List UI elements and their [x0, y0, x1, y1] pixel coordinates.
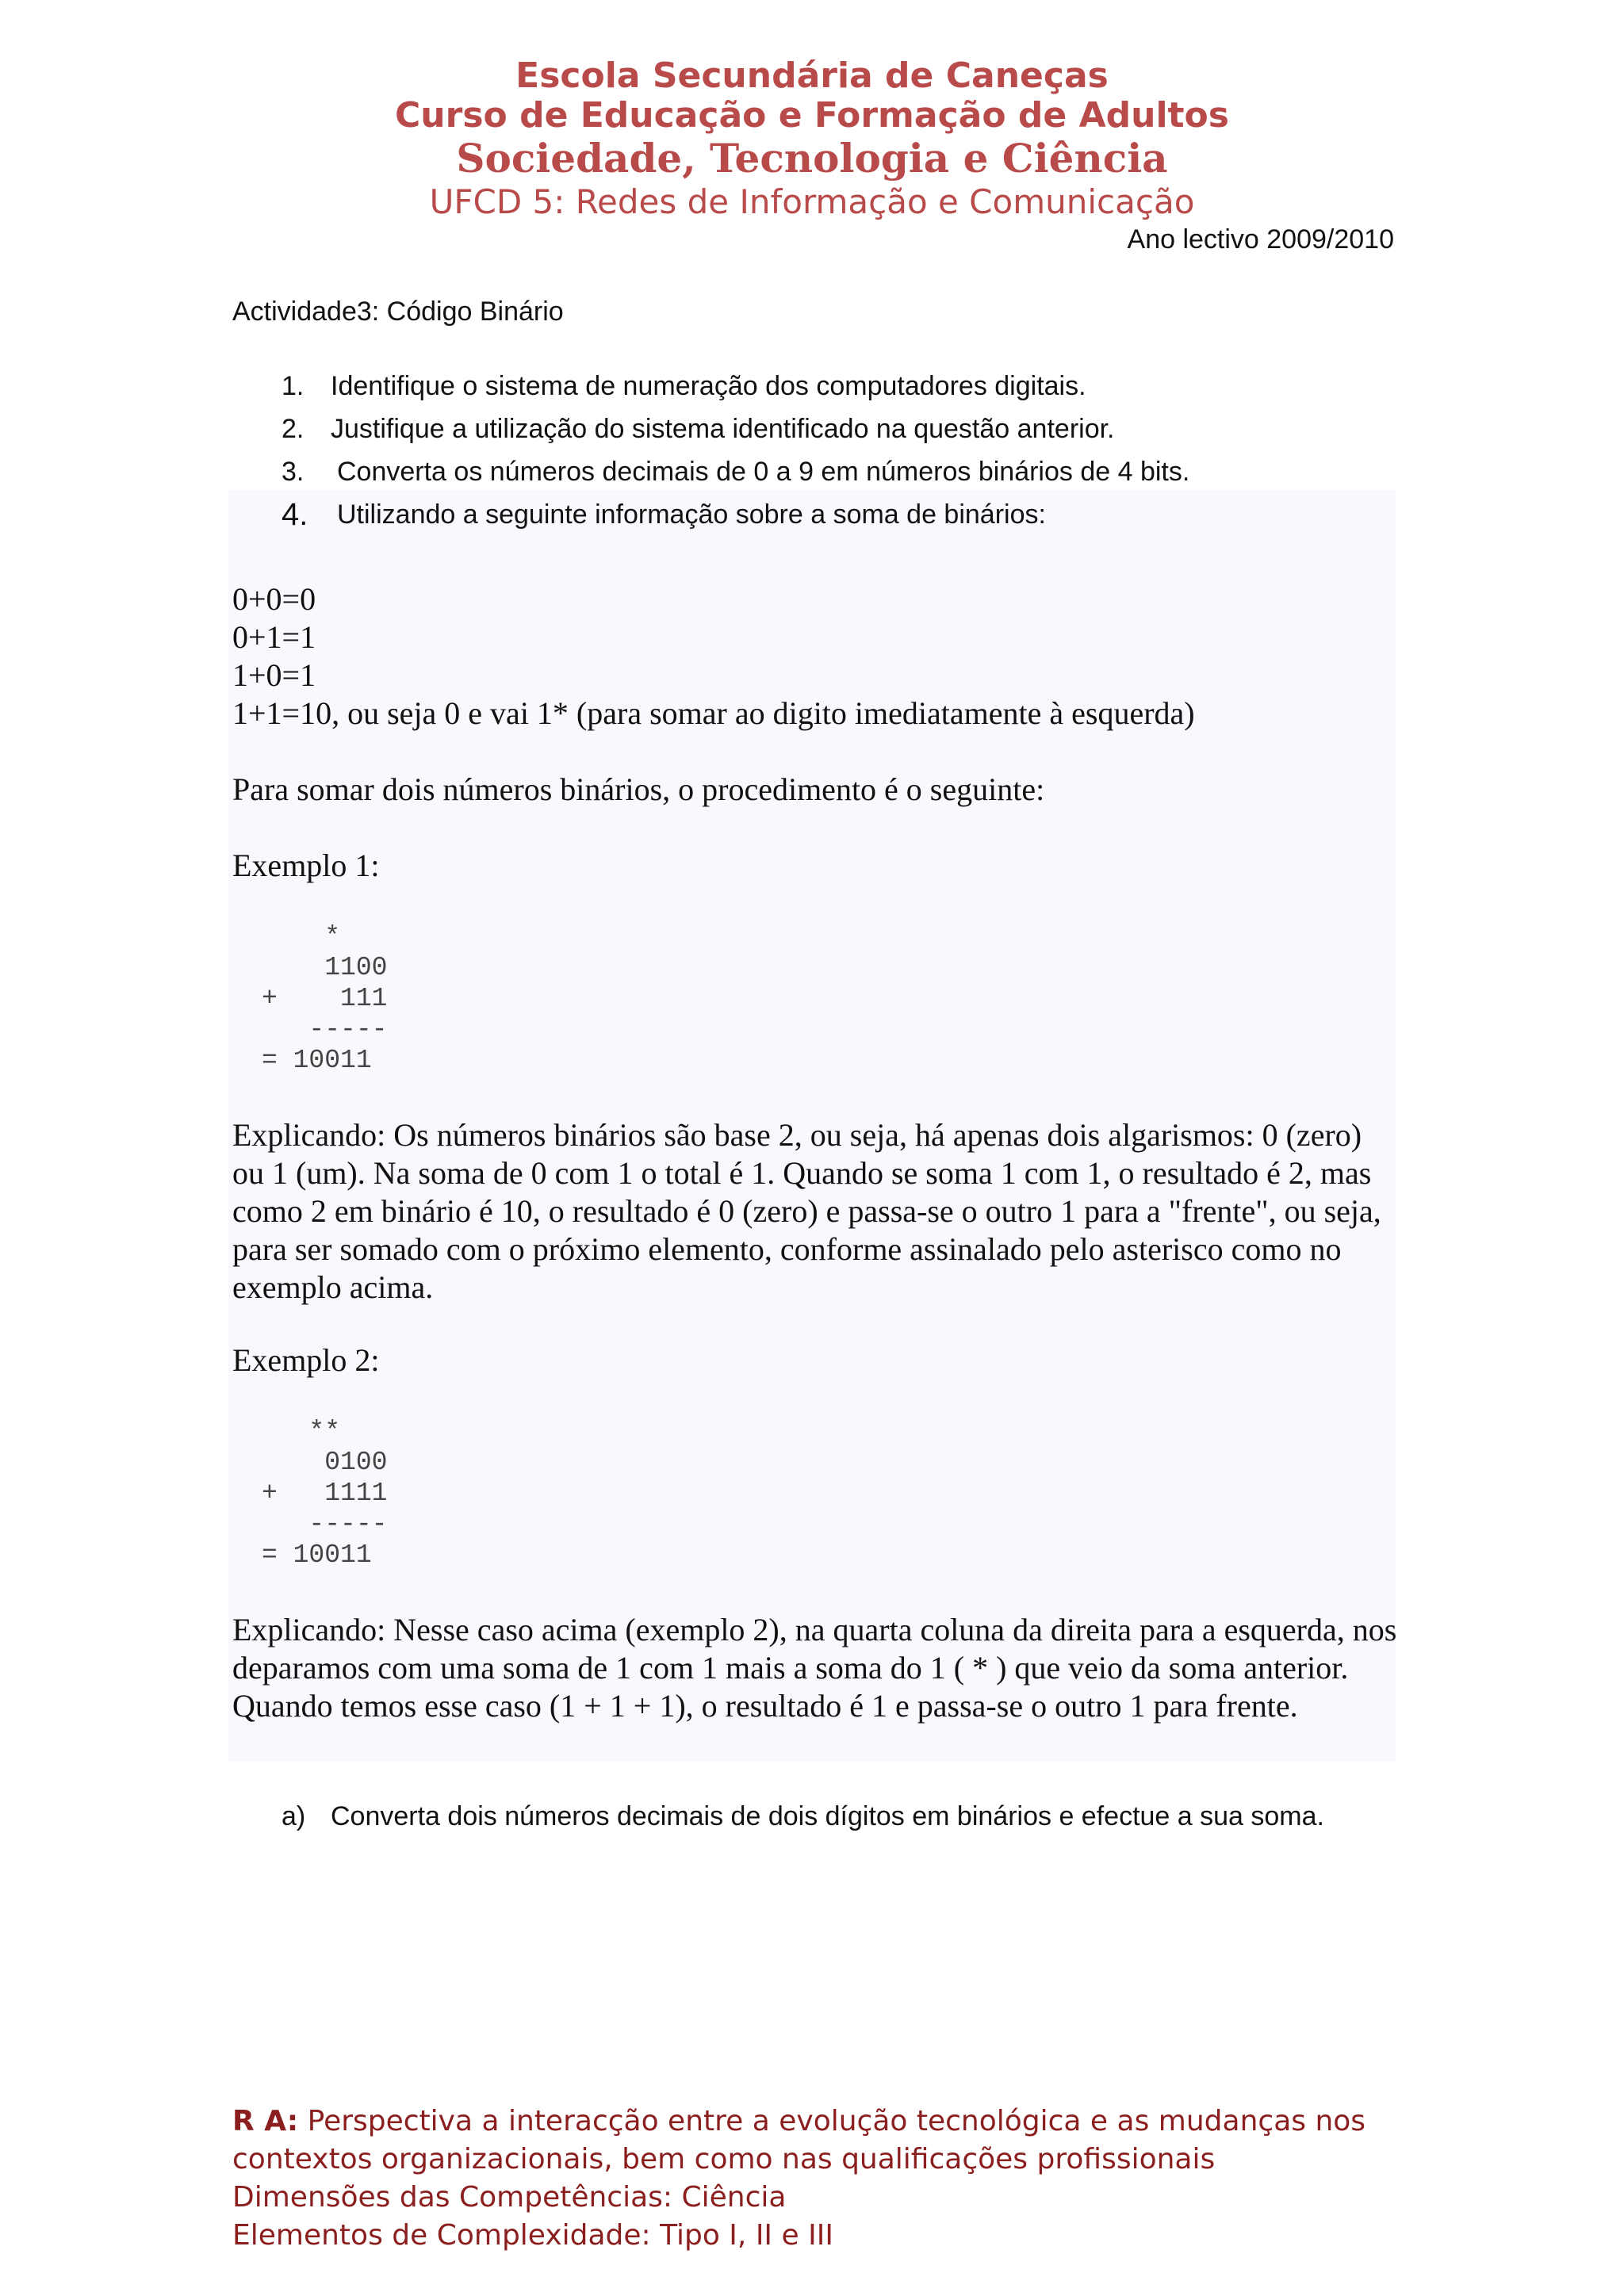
subject-area: Sociedade, Tecnologia e Ciência [456, 135, 1168, 182]
example-1-line: + 111 [262, 984, 388, 1013]
question-number: 3. [282, 456, 304, 487]
example-1-explanation: Explicando: Os números binários são base 2, ou seja, há apenas dois algarismos: 0 (zero) ou 1 (um). Na soma de 0 com 1 o total é 1. Quando se soma 1 com 1, o resultado é 2, mas como 2 em binário é 10, o resultado é 0 (zero) e passa-se o outro 1 para a "frente", ou seja, para ser somado com o próximo elemento, conforme assinalado pelo asterisco como no exemplo acima. [232, 1117, 1381, 1305]
question-text: Converta os números decimais de 0 a 9 em números binários de 4 bits. [337, 456, 1190, 487]
rule-line: 0+1=1 [232, 619, 316, 655]
question-text: Justifique a utilização do sistema identificado na questão anterior. [331, 413, 1115, 444]
school-name: Escola Secundária de Caneças [515, 55, 1109, 96]
question-item [282, 408, 1392, 450]
question-number: 2. [282, 413, 304, 444]
example-2-line: ** [262, 1417, 341, 1446]
example-1-line: = 10011 [262, 1046, 372, 1075]
question-list [282, 365, 1392, 536]
question-text: Identifique o sistema de numeração dos computadores digitais. [331, 370, 1086, 401]
example-1-line: * [262, 922, 341, 951]
footer [232, 2103, 1422, 2255]
rule-line: 1+0=1 [232, 657, 316, 693]
activity-title: Actividade3: Código Binário [232, 297, 564, 327]
question-text: Utilizando a seguinte informação sobre a soma de binários: [337, 499, 1046, 530]
question-item [282, 450, 1392, 493]
example-2-line: 0100 [262, 1448, 388, 1477]
question-number: 4. [282, 496, 308, 532]
competence-dimensions: Dimensões das Competências: Ciência [232, 2181, 787, 2214]
sub-question-label: a) [282, 1801, 306, 1831]
ra-line [232, 2103, 1422, 2179]
example-1-title: Exemplo 1: [232, 848, 380, 883]
ra-text: Perspectiva a interacção entre a evolução tecnológica e as mudanças nos contextos organizacionais, bem como nas qualificações profissionais [232, 2105, 1366, 2175]
example-2-line: = 10011 [262, 1540, 372, 1570]
question-item [282, 365, 1392, 408]
complexity-elements: Elementos de Complexidade: Tipo I, II e III [232, 2219, 833, 2252]
sub-question-text: Converta dois números decimais de dois dígitos em binários e efectue a sua soma. [331, 1801, 1324, 1831]
question-item [282, 493, 1392, 536]
course-name: Curso de Educação e Formação de Adultos [395, 95, 1229, 136]
procedure-intro: Para somar dois números binários, o procedimento é o seguinte: [232, 771, 1045, 807]
example-2-line: ----- [262, 1510, 388, 1539]
example-1-line: ----- [262, 1015, 388, 1044]
ra-label: R A: [232, 2105, 299, 2137]
ufcd-title: UFCD 5: Redes de Informação e Comunicação [429, 182, 1195, 221]
rule-line: 1+1=10, ou seja 0 e vai 1* (para somar ao digito imediatamente à esquerda) [232, 695, 1195, 731]
example-2-title: Exemplo 2: [232, 1342, 380, 1378]
example-1-line: 1100 [262, 953, 388, 982]
school-year: Ano lectivo 2009/2010 [1127, 224, 1394, 254]
sub-question-a [282, 1801, 1324, 1832]
question-number: 1. [282, 370, 304, 401]
example-2-explanation: Explicando: Nesse caso acima (exemplo 2), na quarta coluna da direita para a esquerda, nos deparamos com uma soma de 1 com 1 mais a soma do 1 ( * ) que veio da soma anterior. Quando temos esse caso (1 + 1 + 1), o resultado é 1 e passa-se o outro 1 para frente. [232, 1612, 1397, 1724]
rule-line: 0+0=0 [232, 581, 316, 617]
example-2-line: + 1111 [262, 1479, 388, 1508]
